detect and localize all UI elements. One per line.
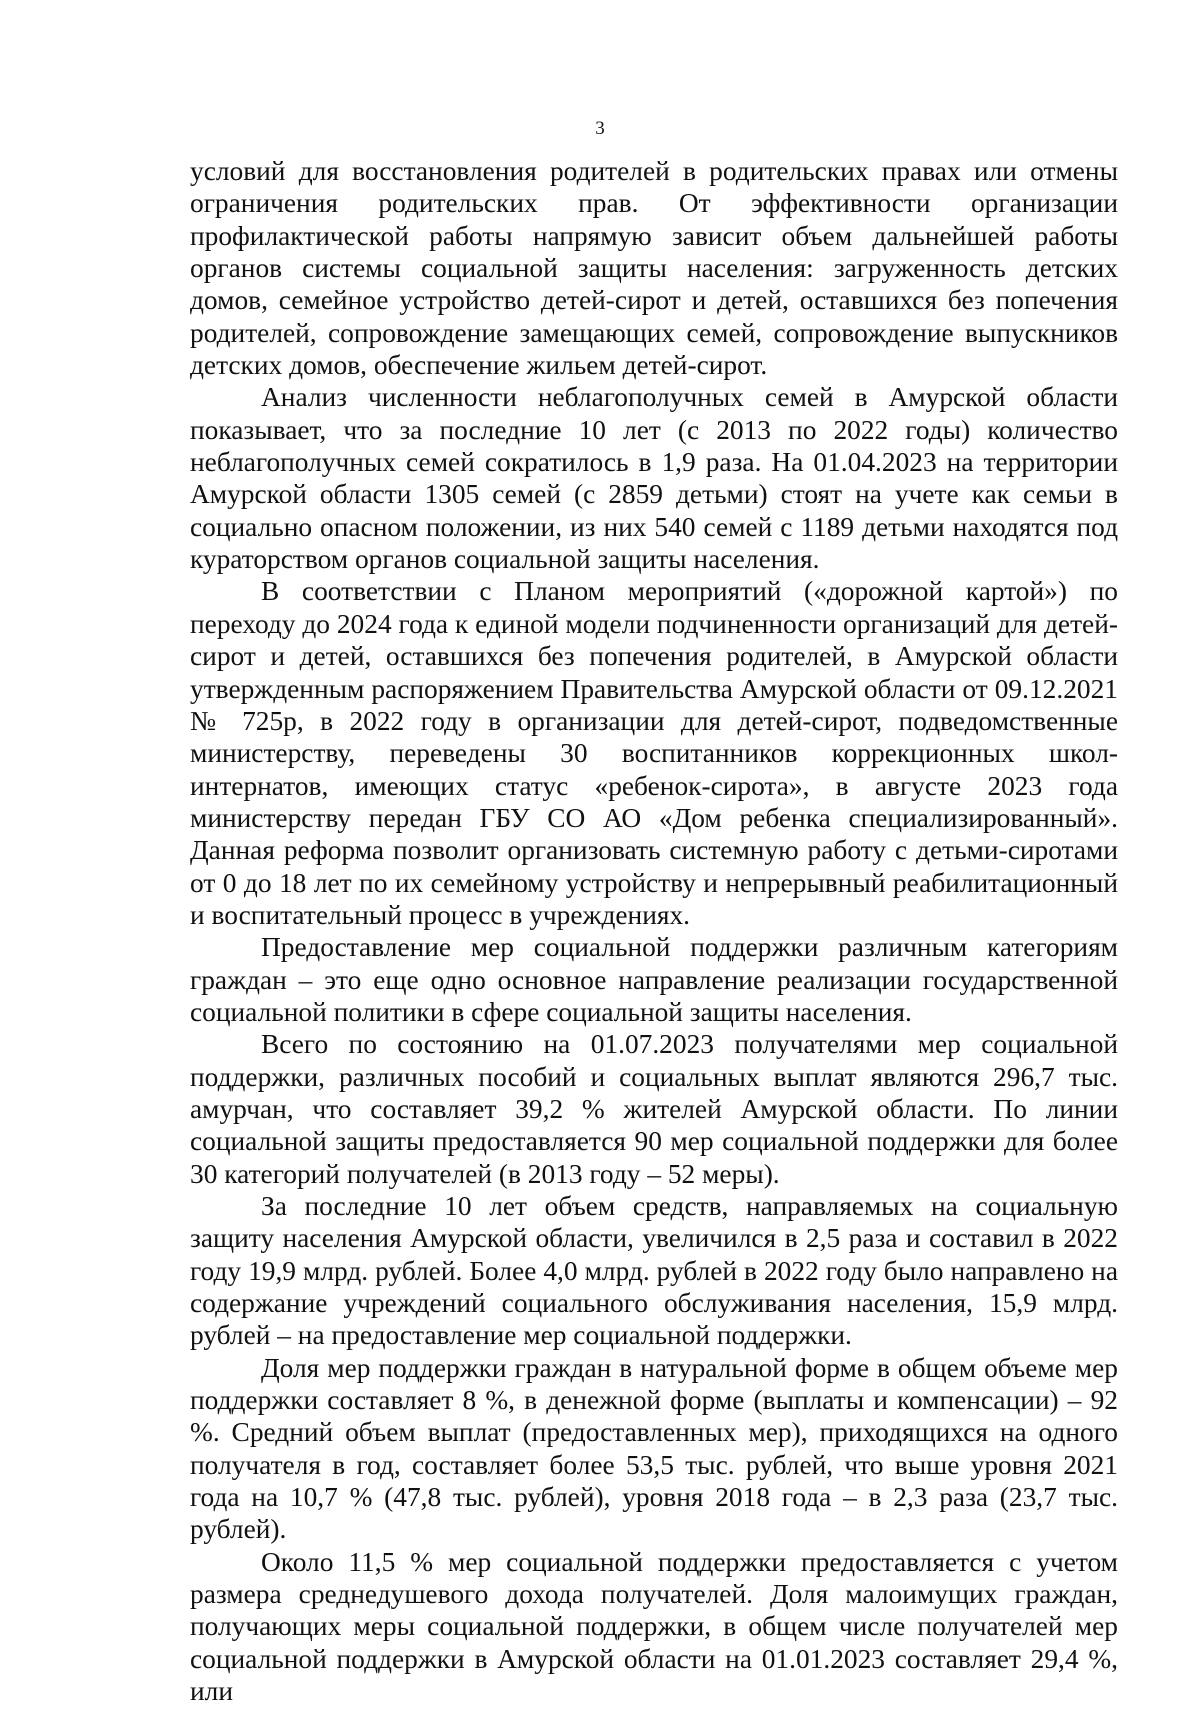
paragraph-8: Около 11,5 % мер социальной поддержки предоставляется с учетом размера среднедушевого дохода получателей. Доля малоимущих граждан, получающих меры социальной поддержки, в общем числе получателей мер социальной поддержки в Амурской области на 01.01.2023 составляет 29,4 %, или: [190, 1546, 1118, 1707]
paragraph-2: Анализ численности неблагополучных семей в Амурской области показывает, что за последние 10 лет (с 2013 по 2022 годы) количество неблагополучных семей сократилось в 1,9 раза. На 01.04.2023 на территории Амурской области 1305 семей (с 2859 детьми) стоят на учете как семьи в социально опасном положении, из них 540 семей с 1189 детьми находятся под кураторством органов социальной защиты населения.: [190, 382, 1118, 575]
paragraph-1: условий для восстановления родителей в родительских правах или отмены ограничения родительских прав. От эффективности организации профилактической работы напрямую зависит объем дальнейшей работы органов системы социальной защиты населения: загруженность детских домов, семейное устройство детей-сирот и детей, оставшихся без попечения родителей, сопровождение замещающих семей, сопровождение выпускников детских домов, обеспечение жильем детей-сирот.: [190, 156, 1118, 381]
paragraph-5: Всего по состоянию на 01.07.2023 получателями мер социальной поддержки, различных пособий и социальных выплат являются 296,7 тыс. амурчан, что составляет 39,2 % жителей Амурской области. По линии социальной защиты предоставляется 90 мер социальной поддержки для более 30 категорий получателей (в 2013 году – 52 меры).: [190, 1029, 1118, 1189]
paragraph-4: Предоставление мер социальной поддержки различным категориям граждан – это еще одно основное направление реализации государственной социальной политики в сфере социальной защиты населения.: [190, 932, 1118, 1027]
page-number: 3: [595, 118, 605, 139]
paragraph-7: Доля мер поддержки граждан в натуральной форме в общем объеме мер поддержки составляет 8 %, в денежной форме (выплаты и компенсации) – 92 %. Средний объем выплат (предоставленных мер), приходящихся на одного получателя в год, составляет более 53,5 тыс. рублей, что выше уровня 2021 года на 10,7 % (47,8 тыс. рублей), уровня 2018 года – в 2,3 раза (23,7 тыс. рублей).: [190, 1352, 1118, 1545]
paragraph-6: За последние 10 лет объем средств, направляемых на социальную защиту населения Амурской области, увеличился в 2,5 раза и составил в 2022 году 19,9 млрд. рублей. Более 4,0 млрд. рублей в 2022 году было направлено на содержание учреждений социального обслуживания населения, 15,9 млрд. рублей – на предоставление мер социальной поддержки.: [190, 1191, 1118, 1351]
paragraph-3: В соответствии с Планом мероприятий («дорожной картой») по переходу до 2024 года к единой модели подчиненности организаций для детей-сирот и детей, оставшихся без попечения родителей, в Амурской области утвержденным распоряжением Правительства Амурской области от 09.12.2021 № 725р, в 2022 году в организации для детей-сирот, подведомственные министерству, переведены 30 воспитанников коррекционных школ-интернатов, имеющих статус «ребенок-сирота», в августе 2023 года министерству передан ГБУ СО АО «Дом ребенка специализированный». Данная реформа позволит организовать системную работу с детьми-сиротами от 0 до 18 лет по их семейному устройству и непрерывный реабилитационный и воспитательный процесс в учреждениях.: [190, 576, 1118, 930]
document-body: [190, 155, 1118, 1708]
